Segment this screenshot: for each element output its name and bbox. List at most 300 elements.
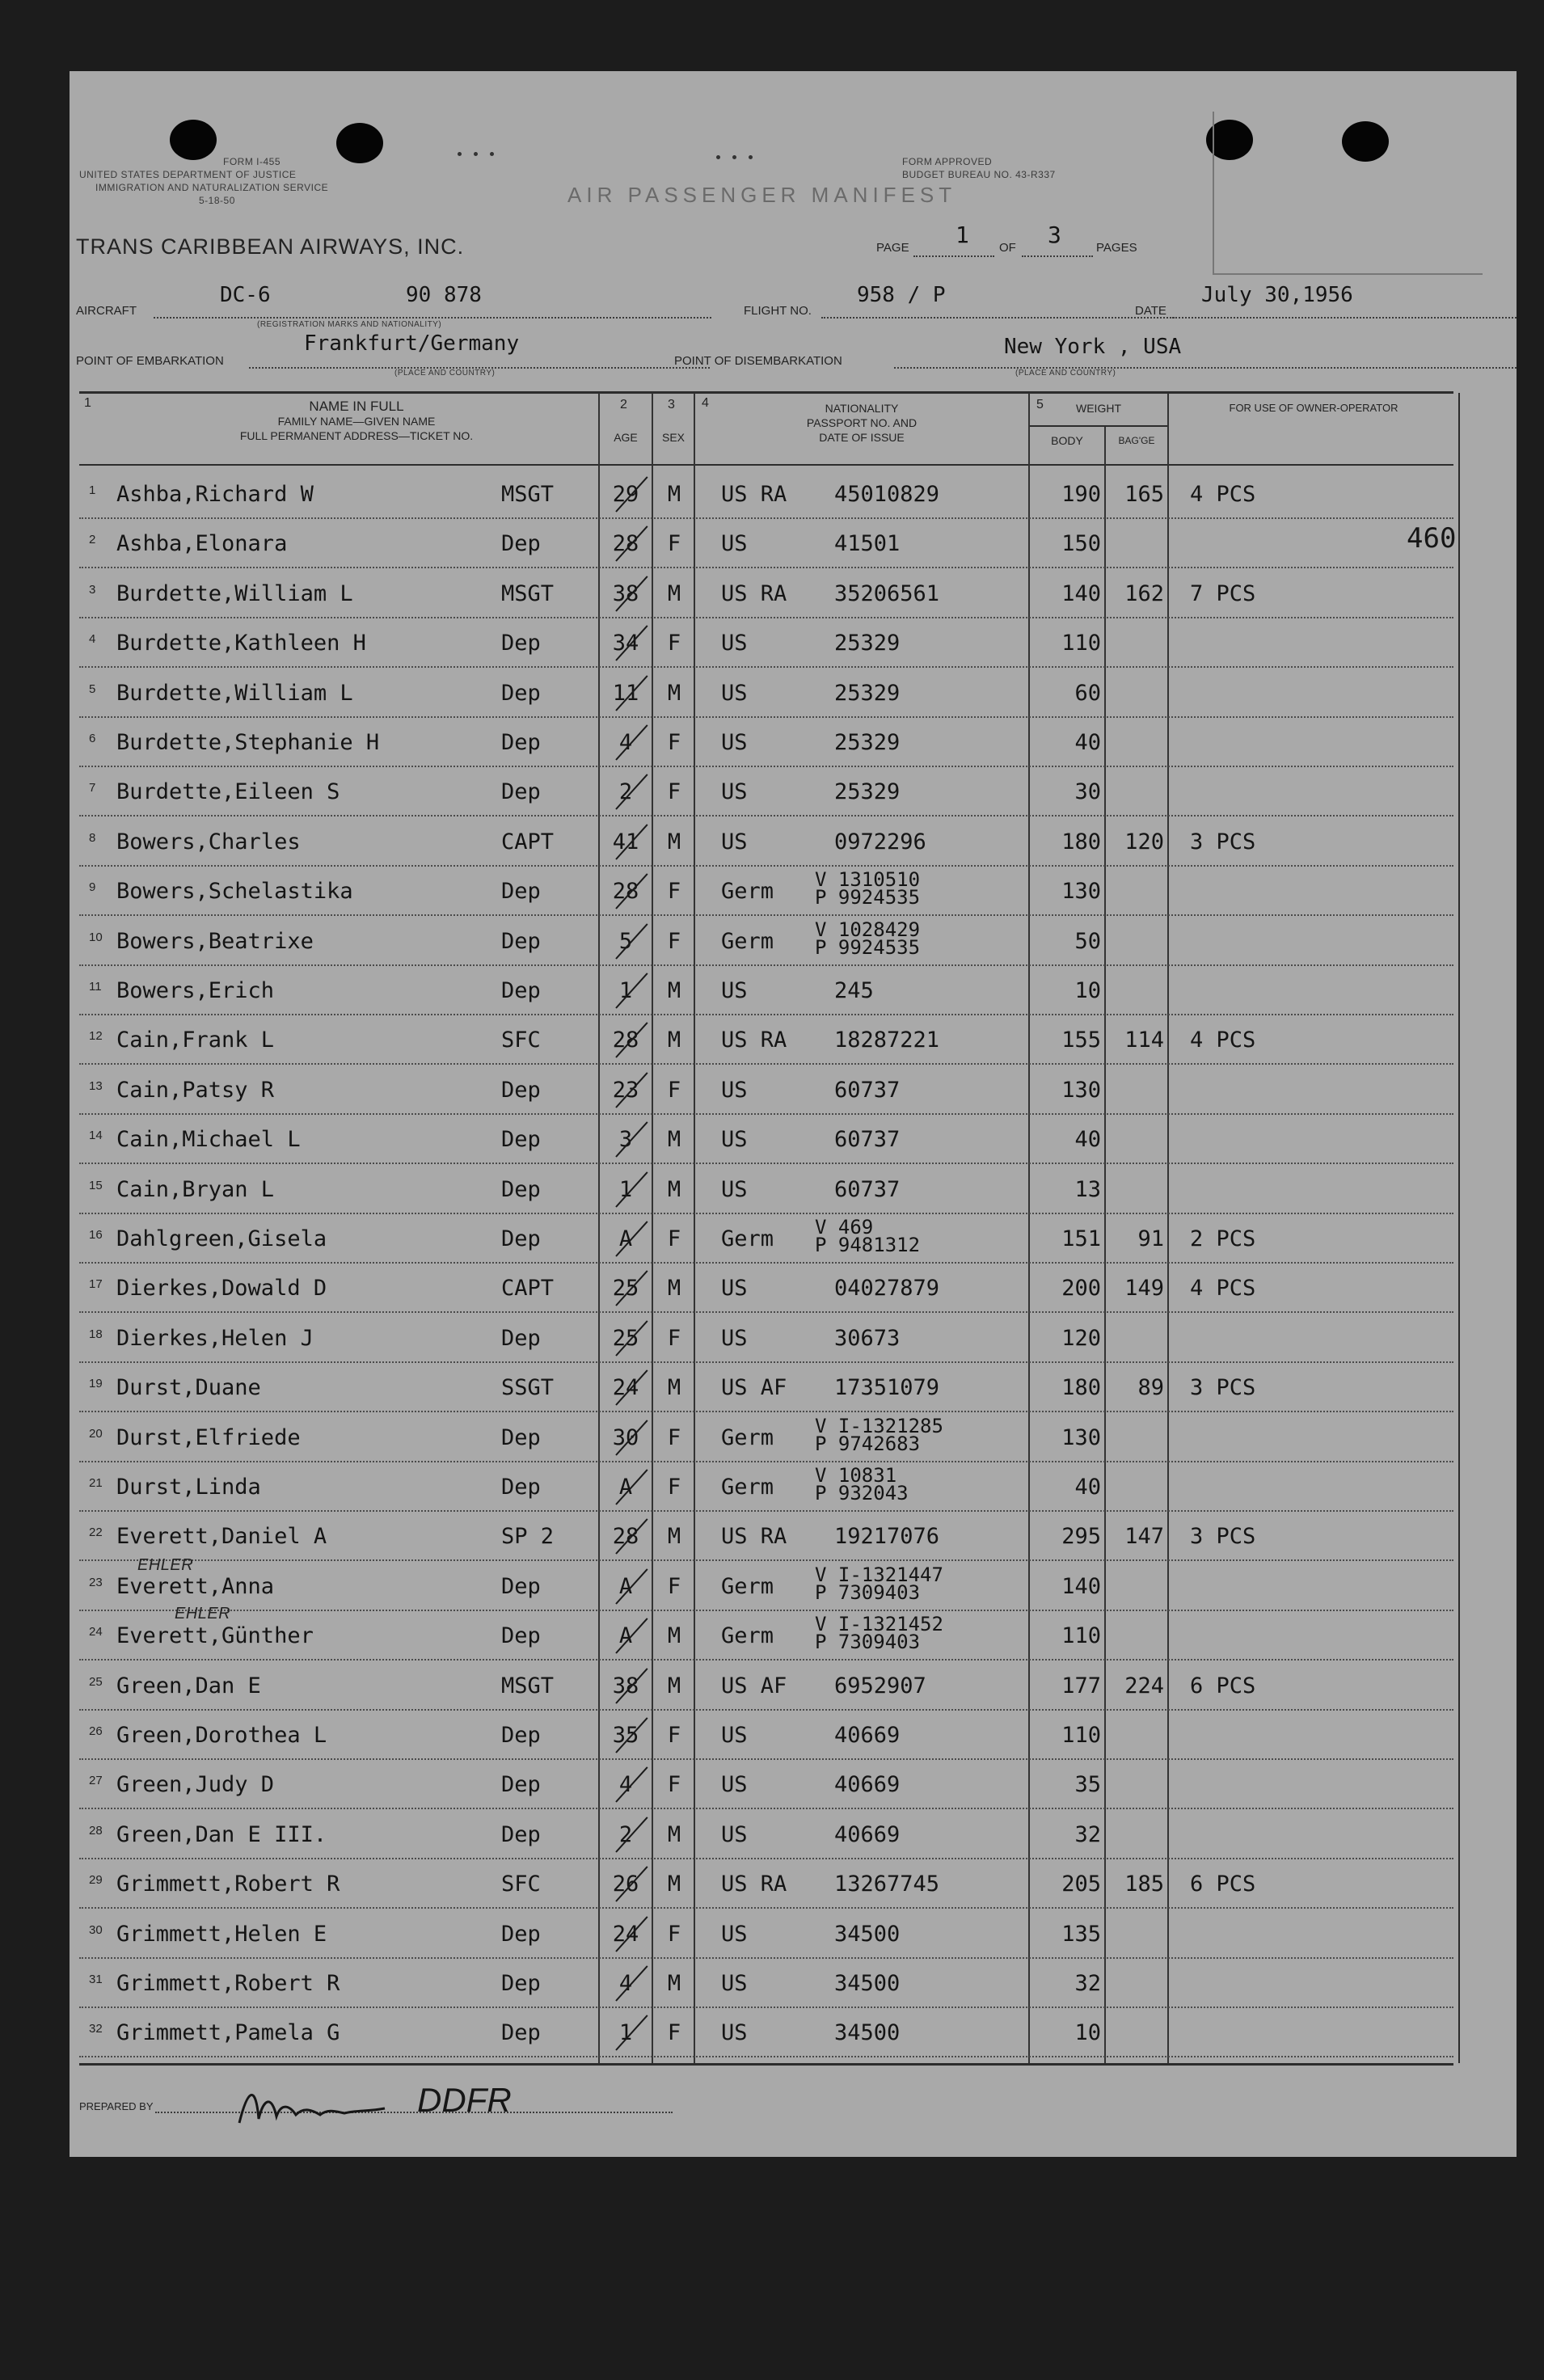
body-weight: 295 [1061,1524,1101,1550]
passenger-rank: Dep [501,1077,541,1103]
form-title: AIR PASSENGER MANIFEST [567,183,957,207]
passenger-rank: Dep [501,779,541,805]
passenger-age: 4 [618,730,633,755]
passenger-rank: Dep [501,1475,541,1500]
passport-number: 6952907 [834,1673,926,1698]
row-number: 30 [89,1922,103,1937]
passenger-rank: Dep [501,1723,541,1748]
passenger-age: 2 [618,1821,633,1847]
passenger-rank: Dep [501,1424,541,1450]
baggage-pieces: 4 PCS [1190,1028,1256,1053]
visa-number: V 469 [815,1216,874,1239]
passenger-name: Cain,Patsy R [116,1077,275,1103]
visa-number: V I-1321285 [815,1414,943,1437]
passenger-sex: F [667,1077,681,1103]
passenger-nationality: US AF [721,1375,787,1401]
passport-number: P 9924535 [815,935,921,959]
passenger-sex: F [667,1573,681,1599]
passenger-age: 35 [612,1723,639,1748]
passport-number: P 932043 [815,1482,909,1504]
passenger-name: Grimmett,Robert R [116,1872,340,1897]
passenger-nationality: US [721,531,748,557]
row-number: 4 [89,632,96,647]
passenger-name: Everett,Anna [116,1573,275,1599]
passenger-nationality: US [721,730,748,755]
passport-number: 19217076 [834,1524,940,1550]
baggage-pieces: 2 PCS [1190,1226,1256,1251]
passenger-nationality: Germ [721,1573,774,1599]
passenger-nationality: US [721,1127,748,1153]
passport-number: P 7309403 [815,1580,921,1604]
row-number: 6 [89,732,96,745]
nationality-column-header: NATIONALITY PASSPORT NO. AND DATE OF ISSUE [806,402,918,444]
passport-number: 60737 [834,1176,901,1202]
baggage-pieces: 6 PCS [1190,1872,1256,1897]
passenger-age: A [618,1226,633,1251]
approval-line: FORM APPROVED [902,156,993,167]
passport-number: 17351079 [834,1375,940,1401]
passenger-sex: M [667,1375,681,1401]
passenger-nationality: US [721,1176,748,1202]
visa-number: V I-1321447 [815,1563,943,1586]
body-weight: 60 [1074,680,1101,706]
handwritten-correction: EHLER [137,1556,194,1574]
airline-name: TRANS CARIBBEAN AIRWAYS, INC. [76,234,465,259]
body-weight: 13 [1074,1176,1101,1202]
passport-number: P 9742683 [815,1432,921,1455]
passenger-name: Everett,Günther [116,1623,314,1649]
passenger-rank: Dep [501,730,541,755]
passenger-age: 28 [612,1524,639,1550]
body-weight: 40 [1074,1475,1101,1500]
passenger-sex: M [667,1821,681,1847]
passenger-name: Grimmett,Pamela G [116,2020,340,2046]
passenger-rank: SP 2 [501,1524,555,1550]
body-weight: 10 [1074,2020,1101,2046]
row-number: 3 [89,582,96,597]
passport-number: 41501 [834,531,901,557]
baggage-weight: 147 [1124,1524,1164,1550]
passenger-name: Green,Dan E [116,1673,261,1698]
row-number: 24 [89,1625,103,1639]
row-number: 29 [89,1873,103,1888]
row-number: 7 [89,781,96,795]
passenger-nationality: Germ [721,928,774,954]
body-weight: 140 [1061,580,1101,606]
passenger-nationality: US [721,1276,748,1302]
body-weight: 200 [1061,1276,1101,1302]
row-number: 11 [89,980,102,994]
row-number: 10 [89,930,103,944]
row-number: 2 [89,533,96,547]
body-weight: 120 [1061,1325,1101,1351]
sex-column-header: SEX [661,431,685,444]
passenger-age: 29 [612,482,639,507]
passenger-age: 38 [612,1673,639,1698]
name-column-header: NAME IN FULL FAMILY NAME—GIVEN NAME FULL PERMANENT ADDRESS—TICKET NO. [239,399,474,442]
passenger-nationality: Germ [721,1226,774,1251]
passenger-nationality: US [721,680,748,706]
flight-date: July 30,1956 [1201,283,1353,307]
passenger-rank: CAPT [501,829,555,855]
passport-number: 0972296 [834,829,926,855]
signature-initials: DDFR [417,2081,512,2119]
row-number: 27 [89,1774,103,1788]
body-weight: 35 [1074,1772,1101,1798]
body-weight: 32 [1074,1821,1101,1847]
passenger-nationality: US [721,1077,748,1103]
passenger-name: Dierkes,Dowald D [116,1276,327,1302]
passenger-rank: Dep [501,1573,541,1599]
row-number: 20 [89,1426,103,1441]
baggage-weight: 165 [1124,482,1164,507]
body-weight: 10 [1074,978,1101,1003]
passenger-name: Burdette,Eileen S [116,779,340,805]
passenger-nationality: US RA [721,482,787,507]
row-number: 9 [89,880,96,895]
passenger-sex: F [667,1424,681,1450]
row-number: 28 [89,1823,103,1838]
passport-number: P 7309403 [815,1631,921,1654]
body-weight: 130 [1061,879,1101,905]
passenger-sex: M [667,1623,681,1649]
passenger-sex: M [667,1176,681,1202]
passenger-sex: M [667,1524,681,1550]
passenger-name: Cain,Bryan L [116,1176,275,1202]
passenger-sex: M [667,1028,681,1053]
passenger-nationality: US RA [721,1524,787,1550]
passenger-sex: F [667,928,681,954]
row-number: 12 [89,1029,103,1044]
passport-number: 35206561 [834,580,940,606]
passenger-sex: F [667,1921,681,1947]
prepared-by-label: PREPARED BY [79,2100,154,2112]
passenger-age: 2 [618,779,633,805]
passport-number: 18287221 [834,1028,940,1053]
passenger-age: 24 [612,1921,639,1947]
passenger-name: Durst,Elfriede [116,1424,301,1450]
body-weight: 177 [1061,1673,1101,1698]
passenger-name: Burdette,Kathleen H [116,631,366,656]
passport-number: 40669 [834,1772,901,1798]
passenger-rank: Dep [501,1127,541,1153]
passenger-name: Burdette,Stephanie H [116,730,380,755]
passenger-sex: M [667,1127,681,1153]
passenger-name: Grimmett,Helen E [116,1921,327,1947]
passenger-rank: Dep [501,928,541,954]
body-weight: 135 [1061,1921,1101,1947]
row-number: 18 [89,1327,103,1341]
passport-number: 25329 [834,631,901,656]
baggage-weight: 114 [1124,1028,1164,1053]
passenger-rank: Dep [501,1772,541,1798]
passenger-sex: F [667,531,681,557]
passenger-age: 28 [612,531,639,557]
passenger-rank: Dep [501,631,541,656]
baggage-pieces: 7 PCS [1190,580,1256,606]
row-number: 14 [89,1129,103,1143]
passport-number: 60737 [834,1127,901,1153]
passenger-age: 1 [618,1176,633,1202]
visa-number: V 1028429 [815,918,921,941]
passenger-sex: F [667,631,681,656]
passenger-age: 34 [612,631,639,656]
passport-number: 13267745 [834,1872,940,1897]
passenger-nationality: Germ [721,879,774,905]
signature-scribble [231,2074,393,2131]
passenger-rank: Dep [501,1921,541,1947]
passenger-sex: M [667,1872,681,1897]
row-number: 15 [89,1178,103,1192]
passenger-age: 28 [612,879,639,905]
passenger-nationality: US [721,779,748,805]
aircraft-type: DC-6 [220,283,271,307]
passenger-rank: Dep [501,2020,541,2046]
passport-number: 30673 [834,1325,901,1351]
passenger-age: 1 [618,2020,633,2046]
passenger-rank: Dep [501,1821,541,1847]
passenger-age: 4 [618,1971,633,1996]
passenger-sex: F [667,1475,681,1500]
passenger-age: 11 [612,680,639,706]
form-date: 5-18-50 [199,195,235,206]
passenger-rank: Dep [501,680,541,706]
body-weight: 50 [1074,928,1101,954]
baggage-weight: 224 [1124,1673,1164,1698]
body-weight: 180 [1061,1375,1101,1401]
baggage-weight: 185 [1124,1872,1164,1897]
passenger-age: 41 [612,829,639,855]
passenger-name: Dierkes,Helen J [116,1325,314,1351]
body-weight: 110 [1061,1723,1101,1748]
passenger-rank: Dep [501,1176,541,1202]
passenger-sex: M [667,829,681,855]
passenger-sex: F [667,879,681,905]
passport-number: 25329 [834,779,901,805]
baggage-weight: 120 [1124,829,1164,855]
passenger-age: 3 [618,1127,633,1153]
body-weight: 155 [1061,1028,1101,1053]
registration: 90 878 [406,283,482,307]
budget-bureau: BUDGET BUREAU NO. 43-R337 [902,169,1056,180]
passenger-nationality: Germ [721,1424,774,1450]
body-weight: 150 [1061,531,1101,557]
passenger-name: Burdette,William L [116,580,353,606]
baggage-pieces: 3 PCS [1190,1375,1256,1401]
row-number: 22 [89,1525,103,1540]
passport-number: 45010829 [834,482,940,507]
owner-operator-header: FOR USE OF OWNER-OPERATOR [1229,402,1398,414]
passenger-rank: Dep [501,1623,541,1649]
passenger-rank: SSGT [501,1375,555,1401]
punch-hole [336,123,383,163]
flight-number: 958 / P [857,283,946,307]
passenger-rank: Dep [501,1226,541,1251]
passenger-nationality: US [721,1921,748,1947]
punch-hole [170,120,217,160]
body-weight: 205 [1061,1872,1101,1897]
manifest-document: FORM I-455 UNITED STATES DEPARTMENT OF JUSTICE IMMIGRATION AND NATURALIZATION SERVICE 5-18-50 FORM APPROVED BUDGET BUREAU NO. 43-R337 AIR PASSENGER MANIFEST TRANS CARIBBEAN AIRWAYS, INC. PAGE 1 OF 3 PAGES AIRCRAFT DC-6 90 878 (REGISTRATION MARKS AND NATIONALITY) FLIGHT NO. 958 / P DATE July 30,1956 POINT OF EMBARKATION Frankfurt/Germany (PLACE AND COUNTRY) POINT OF DISEMBARKATION New York , USA (PLACE AND COUNTRY) 1 NAME IN FULL FAMILY NAME—GIVEN NAME FULL PERMANENT ADDRESS—TICKET NO. 2 AGE 3 SEX 4 NATIONALITY PASSPORT NO. AND DATE OF ISSUE 5 WEIGHT BODY BAG'GE FOR USE OF OWNER-OPERATOR 1 Ashba,Richard W MSGT 29 M US RA 45010829 190 165 4 PCS 2 Ashba,Elonara Dep 28 F US 41501 150 3 Burdette,William L MSGT 38 M US RA 35206561 140 162 7 PCS 4 Burdette,Kathleen H Dep 34 F US 25329 110 5 Burdette,William L Dep 11 M US 25329 60 6 Burdette,Stephanie H Dep 4 F US 25329 40 7 Burdette,Eileen S Dep 2 F US 25329 30 8 Bowers,Charles CAPT 41 M US 0972296 180 120 3 PCS 9 Bowers,Schelastika Dep 28 F Germ V 1310510 P 9924535 130 10 Bowers,Beatrixe Dep 5 F Germ V 1028429 P 9924535 50 11 Bowers,Erich Dep 1 M US 245 10 12 Cain,Frank L SFC 28 M US RA 18287221 155 114 4 PCS 13 Cain,Patsy R Dep 23 F US 60737 130 14 Cain,Michael L Dep 3 M US 60737 40 15 Cain,Bryan L Dep 1 M US 60737 13 16 Dahlgreen,Gisela Dep A F Germ V 469 P 9481312 151 91 2 PCS 17 Dierkes,Dowald D CAPT 25 M US 04027879 200 149 4 PCS 18 Dierkes,Helen J Dep 25 F US 30673 120 19 Durst,Duane SSGT 24 M US AF 17351079 180 89 3 PCS 20 Durst,Elfriede Dep 30 F Germ V I-1321285 P 9742683 130 21 Durst,Linda Dep A F Germ V 10831 P 932043 40 22 Everett,Daniel A SP 2 28 M US RA 19217076 295 147 3 PCS 23 Everett,Anna Dep A F Germ V I-1321447 P 7309403 140 24 Everett,Günther Dep A M Germ V I-1321452 P 7309403 110 25 Green,Dan E MSGT 38 M US AF 6952907 177 224 6 PCS 26 Green,Dorothea L Dep 35 F US 40669 110 27 Green,Judy D Dep 4 F US 40669 35 28 Green,Dan E III. Dep 2 M US 40669 32 29 Grimmett,Robert R SFC 26 M US RA 13267745 205 185 6 PCS 30 Grimmett,Helen E Dep 24 F US 34500 135 31 Grimmett,Robert R Dep 4 M US 34500 32 32 Grimmett,Pamela G Dep 1 F US 34500 10 460 EHLER EHLER PREPARED BY DDFR [70,71,1517,2157]
passenger-name: Green,Dan E III. [116,1821,327,1847]
passenger-name: Burdette,William L [116,680,353,706]
visa-number: V I-1321452 [815,1613,943,1636]
row-number: 26 [89,1724,103,1738]
row-number: 25 [89,1674,103,1689]
passenger-rank: Dep [501,1971,541,1996]
passenger-rank: MSGT [501,580,555,606]
passenger-nationality: US [721,1772,748,1798]
passenger-rank: SFC [501,1872,541,1897]
handwritten-correction: EHLER [175,1605,231,1623]
passenger-age: 26 [612,1872,639,1897]
form-number: FORM I-455 [223,156,281,167]
total-pages: 3 [1048,222,1061,248]
body-weight: 180 [1061,829,1101,855]
passenger-name: Everett,Daniel A [116,1524,327,1550]
baggage-weight: 89 [1137,1375,1164,1401]
body-weight: 110 [1061,1623,1101,1649]
passenger-nationality: Germ [721,1623,774,1649]
passenger-nationality: Germ [721,1475,774,1500]
passenger-nationality: US RA [721,1028,787,1053]
passport-number: 25329 [834,680,901,706]
passenger-nationality: US RA [721,1872,787,1897]
passport-number: 40669 [834,1821,901,1847]
row-number: 23 [89,1575,103,1589]
row-number: 31 [89,1973,103,1986]
passenger-name: Bowers,Charles [116,829,301,855]
body-weight: 151 [1061,1226,1101,1251]
passenger-nationality: US [721,1821,748,1847]
passenger-age: 24 [612,1375,639,1401]
passenger-age: 4 [618,1772,633,1798]
baggage-pieces: 3 PCS [1190,1524,1256,1550]
baggage-pieces: 4 PCS [1190,482,1256,507]
passenger-nationality: US [721,1971,748,1996]
passport-number: 25329 [834,730,901,755]
passenger-name: Ashba,Elonara [116,531,288,557]
passenger-sex: F [667,2020,681,2046]
passenger-rank: Dep [501,978,541,1003]
service-name: IMMIGRATION AND NATURALIZATION SERVICE [95,182,329,193]
body-column-header: BODY [1051,434,1083,447]
body-weight: 32 [1074,1971,1101,1996]
passenger-name: Bowers,Schelastika [116,879,353,905]
passport-number: 245 [834,978,874,1003]
passenger-rank: Dep [501,1325,541,1351]
passenger-rank: CAPT [501,1276,555,1302]
passport-number: P 9481312 [815,1234,921,1256]
passenger-sex: M [667,482,681,507]
passenger-name: Green,Judy D [116,1772,275,1798]
passenger-nationality: US AF [721,1673,787,1698]
passenger-name: Durst,Duane [116,1375,261,1401]
body-weight: 40 [1074,730,1101,755]
passenger-nationality: US [721,829,748,855]
agency-name: UNITED STATES DEPARTMENT OF JUSTICE [79,169,297,180]
passenger-name: Bowers,Erich [116,978,275,1003]
body-weight: 130 [1061,1077,1101,1103]
passenger-rank: MSGT [501,482,555,507]
baggage-pieces: 3 PCS [1190,829,1256,855]
passenger-sex: F [667,1723,681,1748]
passenger-rank: Dep [501,879,541,905]
visa-number: V 10831 [815,1464,897,1487]
row-number: 13 [89,1078,103,1093]
passenger-age: A [618,1623,633,1649]
baggage-weight: 149 [1124,1276,1164,1302]
row-number: 16 [89,1228,103,1242]
passenger-sex: F [667,779,681,805]
body-weight: 40 [1074,1127,1101,1153]
row-number: 1 [89,483,96,497]
passenger-age: 28 [612,1028,639,1053]
passenger-sex: M [667,580,681,606]
body-weight: 130 [1061,1424,1101,1450]
corner-box [1213,112,1483,275]
row-number: 5 [89,682,96,696]
page-number: 1 [956,222,969,248]
passenger-sex: M [667,1276,681,1302]
handwritten-note: 460 [1407,522,1457,555]
passenger-nationality: US RA [721,580,787,606]
passenger-age: 5 [618,928,633,954]
passenger-name: Durst,Linda [116,1475,261,1500]
passenger-nationality: US [721,1723,748,1748]
row-number: 32 [89,2022,103,2036]
passenger-nationality: US [721,2020,748,2046]
row-number: 8 [89,830,96,845]
passenger-rank: SFC [501,1028,541,1053]
passenger-nationality: US [721,1325,748,1351]
passport-number: P 9924535 [815,886,921,909]
passenger-sex: F [667,730,681,755]
passenger-nationality: US [721,631,748,656]
row-number: 17 [89,1277,103,1292]
passenger-nationality: US [721,978,748,1003]
passenger-name: Ashba,Richard W [116,482,314,507]
passenger-sex: F [667,1325,681,1351]
passenger-sex: M [667,680,681,706]
body-weight: 110 [1061,631,1101,656]
passenger-rank: Dep [501,531,541,557]
baggage-column-header: BAG'GE [1118,435,1155,446]
body-weight: 140 [1061,1573,1101,1599]
passenger-age: 25 [612,1276,639,1302]
row-number: 19 [89,1377,103,1391]
baggage-pieces: 4 PCS [1190,1276,1256,1302]
passenger-name: Dahlgreen,Gisela [116,1226,327,1251]
passport-number: 34500 [834,1971,901,1996]
passport-number: 34500 [834,1921,901,1947]
passenger-sex: F [667,1226,681,1251]
passenger-age: A [618,1475,633,1500]
passenger-sex: M [667,1971,681,1996]
body-weight: 30 [1074,779,1101,805]
body-weight: 190 [1061,482,1101,507]
passenger-sex: M [667,1673,681,1698]
row-number: 21 [89,1476,103,1490]
passport-number: 40669 [834,1723,901,1748]
embarkation-point: Frankfurt/Germany [304,331,520,356]
passenger-name: Green,Dorothea L [116,1723,327,1748]
passenger-sex: F [667,1772,681,1798]
passenger-age: 30 [612,1424,639,1450]
passenger-age: 25 [612,1325,639,1351]
weight-column-header: WEIGHT [1076,402,1121,415]
passenger-rank: MSGT [501,1673,555,1698]
baggage-weight: 162 [1124,580,1164,606]
